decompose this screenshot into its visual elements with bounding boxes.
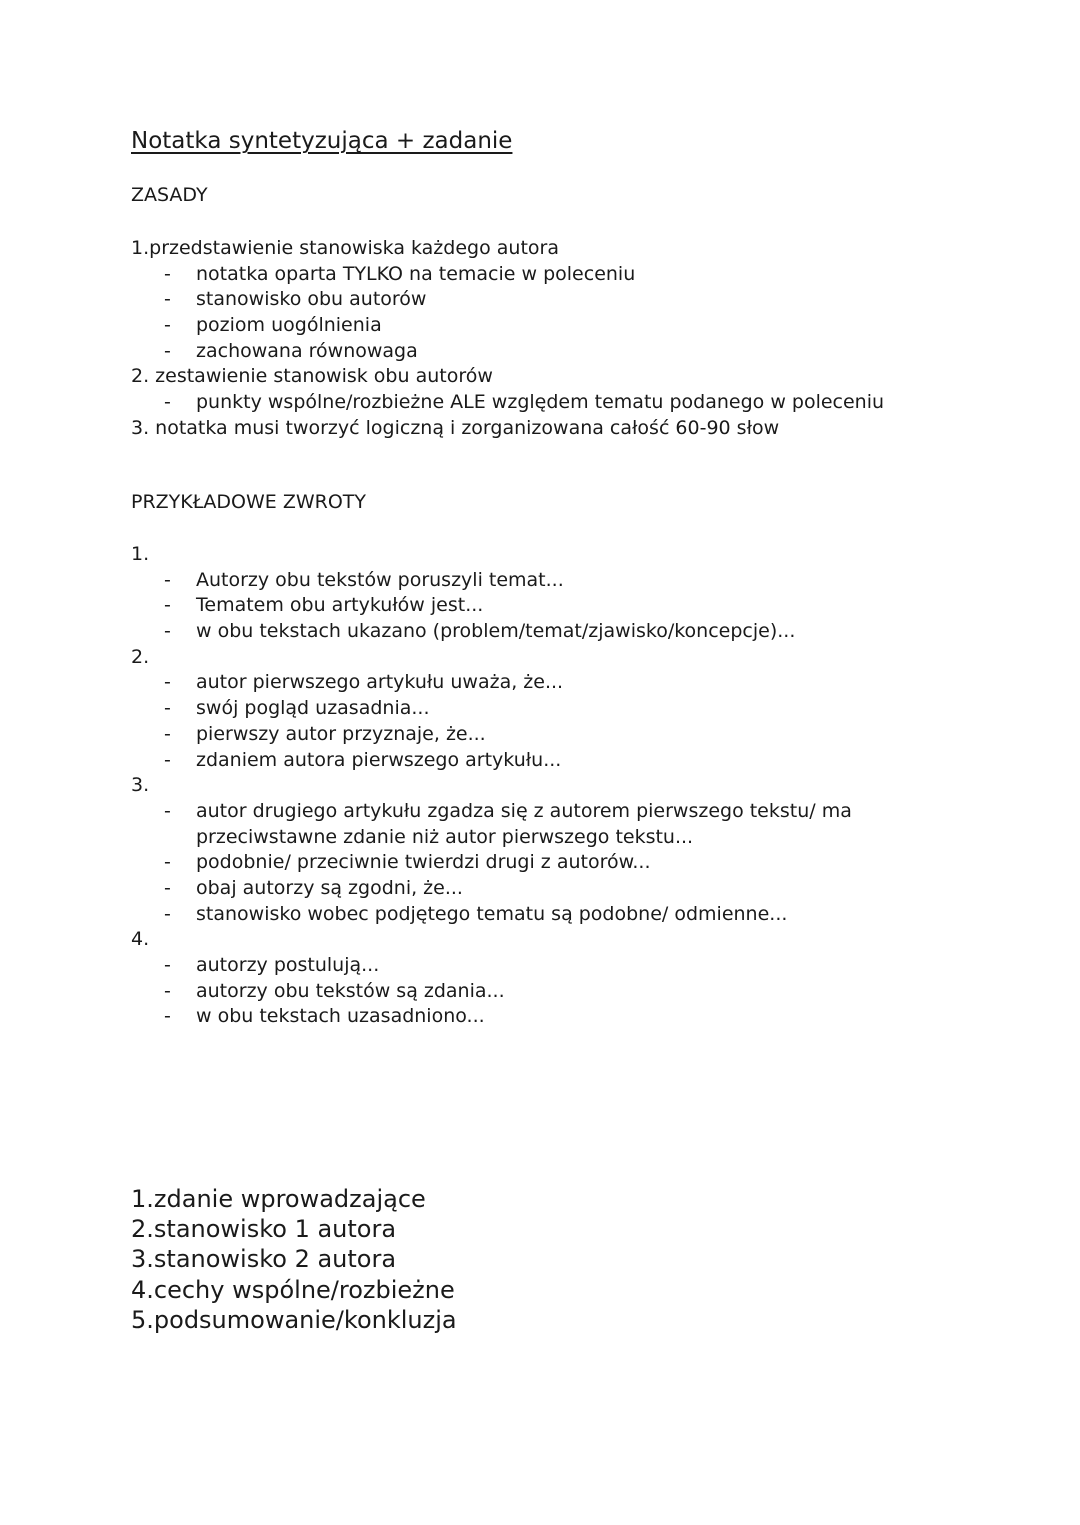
rule-subitem: - zachowana równowaga — [131, 339, 1011, 365]
structure-list — [131, 1184, 457, 1335]
phrase-item: - Autorzy obu tekstów poruszyli temat... — [131, 568, 931, 594]
structure-item: 5.podsumowanie/konkluzja — [131, 1305, 457, 1334]
phrase-group-number: 1. — [131, 543, 150, 565]
structure-item: 2.stanowisko 1 autora — [131, 1215, 397, 1244]
phrase-item: - stanowisko wobec podjętego tematu są podobne/ odmienne... — [131, 902, 931, 928]
phrase-item: - pierwszy autor przyznaje, że... — [131, 722, 931, 748]
page-title: Notatka syntetyzująca + zadanie — [131, 128, 513, 154]
phrase-group-number: 4. — [131, 928, 150, 951]
phrase-item: - autorzy postulują... — [131, 953, 931, 979]
structure-item: 4.cechy wspólne/rozbieżne — [131, 1275, 455, 1304]
rule-subitem: - stanowisko obu autorów — [131, 287, 1011, 313]
structure-item: 3.stanowisko 2 autora — [131, 1245, 397, 1274]
phrase-item: - autor drugiego artykułu zgadza się z autorem pierwszego tekstu/ ma przeciwstawne zdanie niż autor pierwszego tekstu... — [131, 799, 931, 850]
phrase-item: - autor pierwszego artykułu uważa, że... — [131, 670, 931, 696]
rules-list — [131, 236, 1011, 442]
phrase-group-number: 3. — [131, 774, 150, 797]
rule-subitem: - notatka oparta TYLKO na temacie w poleceniu — [131, 262, 1011, 288]
phrase-item: - w obu tekstach ukazano (problem/temat/zjawisko/koncepcje)... — [131, 619, 931, 645]
phrase-item: - w obu tekstach uzasadniono... — [131, 1004, 931, 1030]
rule-item: 2. zestawienie stanowisk obu autorów — [131, 365, 493, 388]
phrase-item: - obaj autorzy są zgodni, że... — [131, 876, 931, 902]
phrase-item: - autorzy obu tekstów są zdania... — [131, 979, 931, 1005]
phrases-heading: PRZYKŁADOWE ZWROTY — [131, 491, 367, 513]
rules-heading: ZASADY — [131, 184, 208, 206]
phrase-item: - podobnie/ przeciwnie twierdzi drugi z autorów... — [131, 850, 931, 876]
phrase-item: - zdaniem autora pierwszego artykułu... — [131, 748, 931, 774]
phrase-item: - swój pogląd uzasadnia... — [131, 696, 931, 722]
phrase-item: - Tematem obu artykułów jest... — [131, 593, 931, 619]
rule-item: 3. notatka musi tworzyć logiczną i zorganizowana całość 60-90 słow — [131, 416, 780, 439]
rule-subitem: - punkty wspólne/rozbieżne ALE względem tematu podanego w poleceniu — [131, 390, 1011, 416]
rule-item: 1.przedstawienie stanowiska każdego autora — [131, 237, 559, 259]
phrase-group-number: 2. — [131, 645, 150, 668]
rule-subitem: - poziom uogólnienia — [131, 313, 1011, 339]
phrases-list — [131, 542, 931, 1030]
structure-item: 1.zdanie wprowadzające — [131, 1185, 426, 1213]
